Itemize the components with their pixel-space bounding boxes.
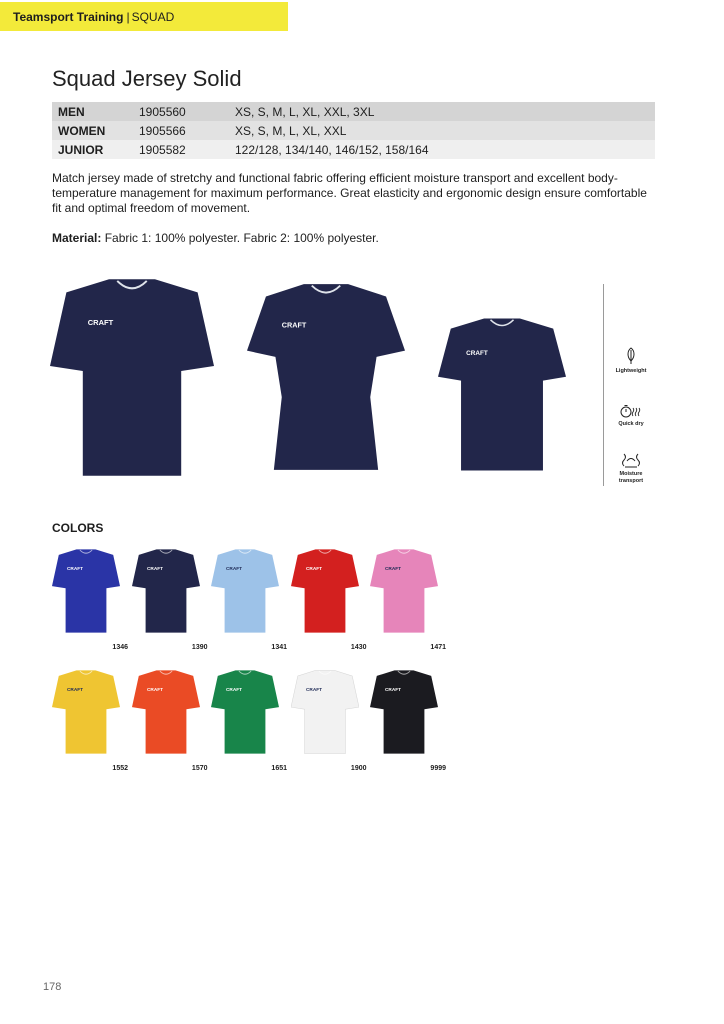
feature-divider [603, 284, 604, 486]
material-text: Fabric 1: 100% polyester. Fabric 2: 100% polyester. [104, 231, 379, 245]
article-number: 1905566 [139, 123, 186, 138]
junior-jersey-image [438, 316, 566, 473]
brand-mark: CRAFT [384, 567, 402, 573]
material-line [52, 231, 379, 245]
brand-mark: CRAFT [225, 567, 243, 573]
brand-mark: CRAFT [146, 567, 163, 573]
swatch-jersey-image [291, 548, 359, 634]
header-section: SQUAD [131, 9, 175, 24]
size-range: XS, S, M, L, XL, XXL, 3XL [235, 104, 375, 119]
brand-mark: CRAFT [66, 567, 84, 573]
brand-mark: CRAFT [305, 567, 322, 573]
material-label: Material: [52, 231, 102, 245]
color-code: 1651 [271, 765, 287, 772]
swatch-jersey-image [52, 548, 120, 634]
feature-label: Quick dry [618, 421, 644, 427]
feature-label: Moisture transport [618, 471, 644, 484]
women-jersey-image [247, 281, 405, 473]
swatch-jersey-image [132, 548, 200, 634]
color-code: 1390 [191, 644, 208, 651]
color-code: 1552 [112, 765, 128, 772]
swatch-jersey-image [52, 669, 120, 755]
brand-mark: CRAFT [225, 688, 243, 694]
color-code: 1341 [271, 644, 287, 651]
color-code: 1346 [112, 644, 128, 651]
moisture-transport-icon [622, 452, 640, 468]
swatch-jersey-image [291, 669, 359, 755]
color-swatch [52, 669, 130, 779]
svg-text:CRAFT: CRAFT [87, 318, 114, 328]
svg-text:CRAFT: CRAFT [466, 350, 488, 358]
segment-label: MEN [58, 104, 85, 119]
stopwatch-heat-icon [620, 404, 642, 418]
color-swatch [370, 669, 448, 779]
size-range: 122/128, 134/140, 146/152, 158/164 [235, 142, 429, 157]
color-swatch [291, 669, 369, 779]
segment-label: WOMEN [58, 123, 106, 138]
size-row-women [52, 121, 655, 140]
men-jersey-image [50, 276, 214, 479]
color-swatch [52, 548, 130, 658]
header-separator: | [126, 9, 130, 24]
color-swatch [291, 548, 369, 658]
color-swatch [132, 548, 210, 658]
swatch-jersey-image [211, 669, 279, 755]
swatch-jersey-image [132, 669, 200, 755]
article-number: 1905582 [139, 142, 186, 157]
segment-label: JUNIOR [58, 142, 104, 157]
section-header-tab [0, 2, 288, 31]
swatch-jersey-image [370, 669, 438, 755]
color-code: 1570 [191, 765, 208, 772]
product-title: Squad Jersey Solid [52, 66, 242, 91]
page-number: 178 [43, 981, 62, 993]
brand-mark: CRAFT [66, 688, 84, 694]
size-row-junior [52, 140, 655, 159]
color-code: 9999 [430, 765, 446, 772]
svg-text:CRAFT: CRAFT [281, 320, 307, 330]
feather-icon [625, 347, 637, 365]
header-brand: Teamsport Training [13, 9, 124, 24]
color-code: 1430 [350, 644, 367, 651]
swatch-jersey-image [211, 548, 279, 634]
size-row-men [52, 102, 655, 121]
brand-mark: CRAFT [384, 688, 402, 694]
feature-label: Lightweight [615, 368, 647, 374]
color-swatch [211, 669, 289, 779]
brand-mark: CRAFT [305, 688, 322, 694]
article-number: 1905560 [139, 104, 186, 119]
color-code: 1471 [430, 644, 446, 651]
feature-lightweight [608, 347, 654, 375]
feature-quick-dry [608, 404, 654, 428]
color-swatch [211, 548, 289, 658]
colors-heading: COLORS [52, 521, 104, 535]
size-table [52, 102, 655, 159]
feature-moisture-transport [608, 452, 654, 485]
color-swatch [132, 669, 210, 779]
size-range: XS, S, M, L, XL, XXL [235, 123, 347, 138]
product-description: Match jersey made of stretchy and functional fabric offering efficient moisture transport and excellent body-temperature management for maximum performance. Great elasticity and ergonomic design ensure comfortable fit and optimal freedom of movement. [52, 171, 647, 215]
swatch-jersey-image [370, 548, 438, 634]
brand-mark: CRAFT [146, 688, 163, 694]
color-swatch [370, 548, 448, 658]
color-code: 1900 [350, 765, 367, 772]
